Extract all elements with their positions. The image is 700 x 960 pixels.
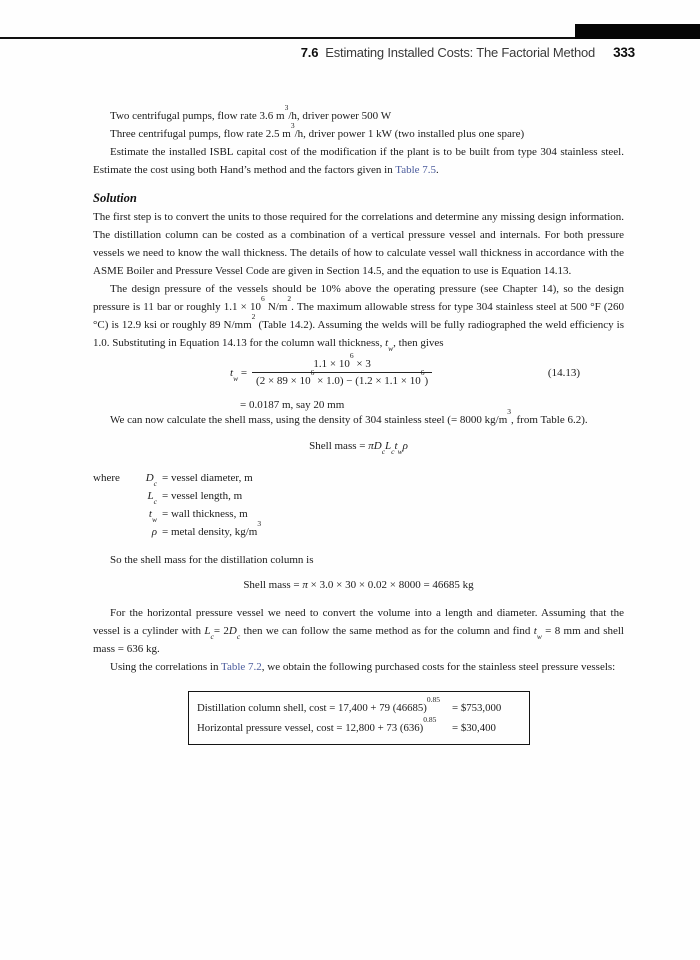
formula-text: × 3.0 × 30 × 0.02 × 8000 = 46685 kg	[307, 579, 474, 591]
numerator-text: × 3	[353, 358, 371, 370]
list-item-text: Two centrifugal pumps, flow rate 3.6 m	[110, 110, 285, 122]
definition-row	[93, 469, 624, 487]
cost-formula-text: Horizontal pressure vessel, cost = 12,800 + 73 (636)	[197, 722, 424, 734]
table-7-5-link[interactable]: Table 7.5	[395, 164, 437, 176]
superscript: 2	[251, 312, 256, 322]
page-header	[301, 45, 635, 60]
header-rule	[0, 37, 578, 39]
fraction-numerator	[252, 351, 432, 373]
cost-formula	[197, 695, 441, 718]
subscript: c	[381, 447, 386, 457]
correlations-paragraph	[93, 658, 624, 676]
cost-result: = $30,400	[452, 722, 496, 734]
definition-text: = vessel length, m	[162, 490, 243, 502]
paragraph-text: , from Table 6.2).	[511, 414, 588, 426]
fraction-denominator	[252, 368, 432, 387]
list-item-text: /h, driver power 500 W	[288, 110, 392, 122]
denominator-text: × 1.0) − (1.2 × 1.1 × 10	[314, 375, 421, 387]
header-corner-bar	[575, 24, 700, 39]
variable-rho: ρ	[402, 440, 408, 452]
superscript: 3	[257, 519, 262, 529]
solution-paragraph-2	[93, 280, 624, 352]
cost-formula-text: Distillation column shell, cost = 17,400 + 79 (46685)	[197, 702, 427, 714]
paragraph-text: (Table 14.2). Assuming the welds will be fully radiographed the weld efficiency is 1.0. Substituting in Equation 14.13 for the column wall thickness,	[93, 319, 624, 349]
variable-D: D	[228, 625, 237, 637]
paragraph-text: The design pressure of the vessels should be 10% above the operating pressure (see Chapter 14), so the design pressure is 11 bar or roughly 1.1 × 10	[93, 283, 624, 313]
section-number: 7.6	[300, 45, 319, 60]
definition-variable	[129, 523, 157, 541]
subscript: w	[388, 344, 394, 354]
variable-t: t	[533, 625, 537, 637]
cost-formula	[197, 715, 440, 738]
definition-row	[93, 487, 624, 505]
superscript: 3	[290, 121, 295, 131]
paragraph-text: = 2	[213, 625, 229, 637]
equation-lhs	[230, 366, 248, 383]
definition-variable	[129, 487, 157, 505]
definition-variable	[129, 469, 157, 487]
definition-variable	[129, 505, 157, 523]
where-label: where	[93, 472, 120, 484]
pi-symbol: π	[368, 440, 374, 452]
solution-heading: Solution	[93, 191, 137, 205]
superscript: 3	[284, 103, 289, 113]
variable-L: L	[147, 490, 154, 502]
paragraph-text: then we can follow the same method as for the column and find	[240, 625, 534, 637]
estimate-paragraph	[93, 143, 624, 179]
variable-D: D	[373, 440, 382, 452]
purchased-costs-box	[188, 691, 530, 745]
superscript: 6	[260, 294, 265, 304]
definition-row	[93, 505, 624, 523]
fraction	[252, 351, 432, 387]
superscript: 0.85	[423, 715, 437, 725]
equipment-list	[110, 103, 624, 143]
list-item-text: /h, driver power 1 kW (two installed plus one spare)	[294, 128, 525, 140]
superscript: 3	[507, 407, 512, 417]
variable-L: L	[385, 440, 392, 452]
subscript: w	[233, 373, 239, 383]
definition-text: = vessel diameter, m	[162, 472, 253, 484]
paragraph-text: , we obtain the following purchased costs for the stainless steel pressure vessels:	[261, 661, 616, 673]
subscript: c	[236, 632, 241, 642]
definition-text: = metal density, kg/m	[162, 526, 258, 538]
page-number: 333	[613, 45, 635, 60]
paragraph-text: . The maximum allowable stress for type 304 stainless steel at 500 °F (260 °C) is 12.9 ksi or roughly 89 N/mm	[93, 301, 625, 331]
paragraph-text: .	[436, 164, 439, 176]
subscript: c	[153, 479, 157, 489]
shell-mass-paragraph	[93, 407, 624, 429]
equation-number: (14.13)	[547, 366, 580, 379]
equipment-list-item	[110, 103, 624, 125]
paragraph-text: Using the correlations in	[110, 661, 221, 673]
shell-mass-intro: So the shell mass for the distillation column is	[110, 554, 314, 566]
definition-text: = wall thickness, m	[162, 508, 248, 520]
shell-mass-formula	[93, 437, 624, 455]
subscript: w	[397, 447, 403, 457]
paragraph-text: Estimate the installed ISBL capital cost of the modification if the plant is to be built from type 304 stainless steel. Estimate the cost using both Hand’s method and the factors given in	[93, 146, 624, 176]
denominator-text: (2 × 89 × 10	[256, 375, 311, 387]
variable-D: D	[145, 472, 154, 484]
variable-t: t	[230, 366, 234, 379]
denominator-text: )	[424, 375, 429, 387]
equation-14-13	[230, 351, 624, 387]
page-body	[93, 103, 625, 745]
definition-row	[93, 519, 624, 541]
equation-result: = 0.0187 m, say 20 mm	[240, 399, 345, 411]
superscript: 6	[349, 351, 354, 361]
definition-text	[162, 519, 262, 541]
numerator-text: 1.1 × 10	[313, 358, 350, 370]
solution-paragraph-1: The first step is to convert the units to those required for the correlations and determine any missing design information. The distillation column can be costed as a combination of a vertical pressure vessel and internals. For both pressure vessels we need to know the wall thickness. The details of how to calculate vessel wall thickness in accordance with the ASME Boiler and Pressure Vessel Code are given in Section 14.5, and the equation to use is Equation 14.13.	[93, 211, 624, 277]
formula-label: Shell mass =	[309, 440, 369, 452]
horizontal-vessel-paragraph	[93, 604, 624, 658]
paragraph-text: , then gives	[393, 337, 444, 349]
equals-sign: =	[240, 366, 248, 379]
superscript: 6	[310, 368, 315, 378]
paragraph-text: = 8 mm and shell mass = 636 kg.	[93, 625, 624, 655]
spacer	[93, 505, 129, 523]
paragraph-text: For the horizontal pressure vessel we need to convert the volume into a length and diameter. Assuming that the vessel is a cylinder with	[93, 607, 624, 637]
spacer	[93, 523, 129, 541]
subscript: w	[536, 632, 542, 642]
variable-rho: ρ	[151, 526, 157, 538]
paragraph-text: We can now calculate the shell mass, using the density of 304 stainless steel (= 8000 kg/m	[110, 414, 508, 426]
superscript: 2	[287, 294, 292, 304]
superscript: 0.85	[426, 695, 441, 705]
subscript: c	[391, 447, 395, 457]
spacer	[93, 487, 129, 505]
subscript: w	[151, 515, 157, 525]
paragraph-text: N/m	[264, 301, 288, 313]
shell-mass-calculation	[93, 576, 624, 594]
subscript: c	[153, 497, 157, 507]
variable-t: t	[385, 337, 389, 349]
variable-definitions	[93, 469, 624, 541]
variable-t: t	[148, 508, 152, 520]
subscript: c	[210, 632, 214, 642]
table-7-2-link[interactable]: Table 7.2	[221, 661, 262, 673]
superscript: 6	[420, 368, 425, 378]
variable-t: t	[394, 440, 398, 452]
cost-result: = $753,000	[452, 702, 502, 714]
formula-label: Shell mass =	[243, 579, 303, 591]
equipment-list-item	[110, 121, 624, 143]
variable-L: L	[204, 625, 211, 637]
section-title: Estimating Installed Costs: The Factorial Method	[325, 45, 596, 60]
list-item-text: Three centrifugal pumps, flow rate 2.5 m	[110, 128, 291, 140]
pi-symbol: π	[302, 579, 308, 591]
